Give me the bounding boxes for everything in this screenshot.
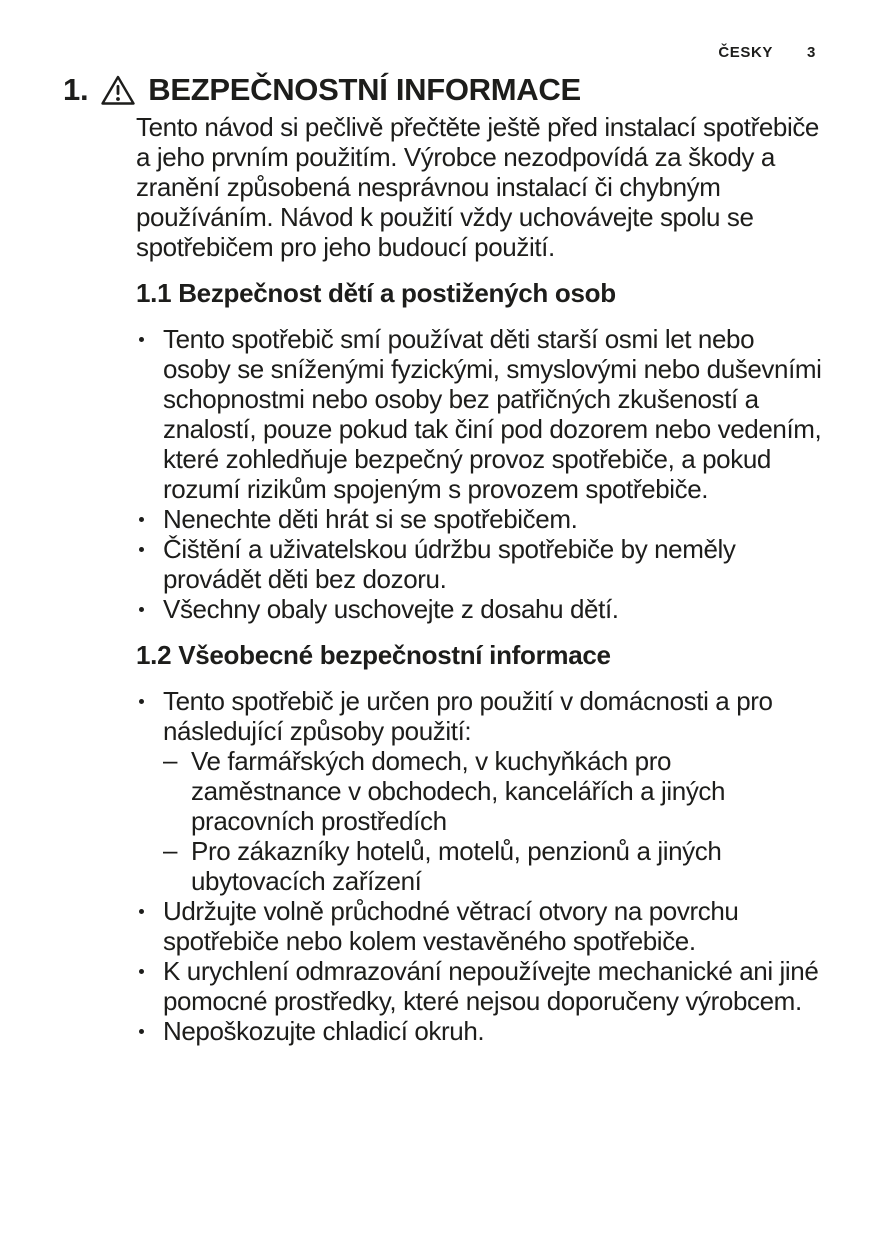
sublist-item: – Ve farmářských domech, v kuchyňkách pro zaměstnance v obchodech, kancelářích a jiných pracovních prostředích <box>163 746 826 836</box>
list-item: Nepoškozujte chladicí okruh. <box>136 1016 826 1046</box>
page-number: 3 <box>807 44 816 61</box>
list-item-text: Tento spotřebič je určen pro použití v domácnosti a pro následující způsoby použití: <box>163 686 773 746</box>
sublist <box>163 746 826 896</box>
section-number: 1.2 <box>136 640 172 670</box>
list-item: Udržujte volně průchodné větrací otvory na povrchu spotřebiče nebo kolem vestavěného spotřebiče. <box>136 896 826 956</box>
bullet-list-1-2 <box>136 686 826 1046</box>
bullet-list-1-1 <box>136 324 826 624</box>
list-item: Tento spotřebič smí používat děti starší osmi let nebo osoby se sníženými fyzickými, smyslovými nebo duševními schopnostmi nebo osoby bez patřičných zkušeností a znalostí, pouze pokud tak činí pod dozorem nebo vedením, které zohledňuje bezpečný provoz spotřebiče, a pokud rozumí rizikům spojeným s provozem spotřebiče. <box>136 324 826 504</box>
list-item: Všechny obaly uschovejte z dosahu dětí. <box>136 594 826 624</box>
list-item: Čištění a uživatelskou údržbu spotřebiče by neměly provádět děti bez dozoru. <box>136 534 826 594</box>
chapter-title <box>63 72 581 108</box>
chapter-title-text: BEZPEČNOSTNÍ INFORMACE <box>148 72 581 107</box>
section-heading-1-1 <box>136 278 826 308</box>
sublist-item: – Pro zákazníky hotelů, motelů, penzionů a jiných ubytovacích zařízení <box>163 836 826 896</box>
language-label: ČESKY <box>718 44 774 61</box>
intro-paragraph: Tento návod si pečlivě přečtěte ještě před instalací spotřebiče a jeho prvním použitím. Výrobce nezodpovídá za škody a zranění způsobená nesprávnou instalací či chybným používáním. Návod k použití vždy uchovávejte spolu se spotřebičem pro jeho budoucí použití. <box>136 112 819 262</box>
page-header <box>718 44 816 61</box>
section-heading-1-2 <box>136 640 826 670</box>
list-item: K urychlení odmrazování nepoužívejte mechanické ani jiné pomocné prostředky, které nejsou doporučeny výrobcem. <box>136 956 826 1016</box>
section-number: 1.1 <box>136 278 172 308</box>
list-item: Nenechte děti hrát si se spotřebičem. <box>136 504 826 534</box>
section-title-text: Všeobecné bezpečnostní informace <box>178 640 611 670</box>
page-content <box>136 112 826 1046</box>
warning-triangle-icon <box>100 74 136 106</box>
chapter-number: 1. <box>63 72 89 107</box>
list-item <box>136 686 826 896</box>
section-title-text: Bezpečnost dětí a postižených osob <box>178 278 616 308</box>
